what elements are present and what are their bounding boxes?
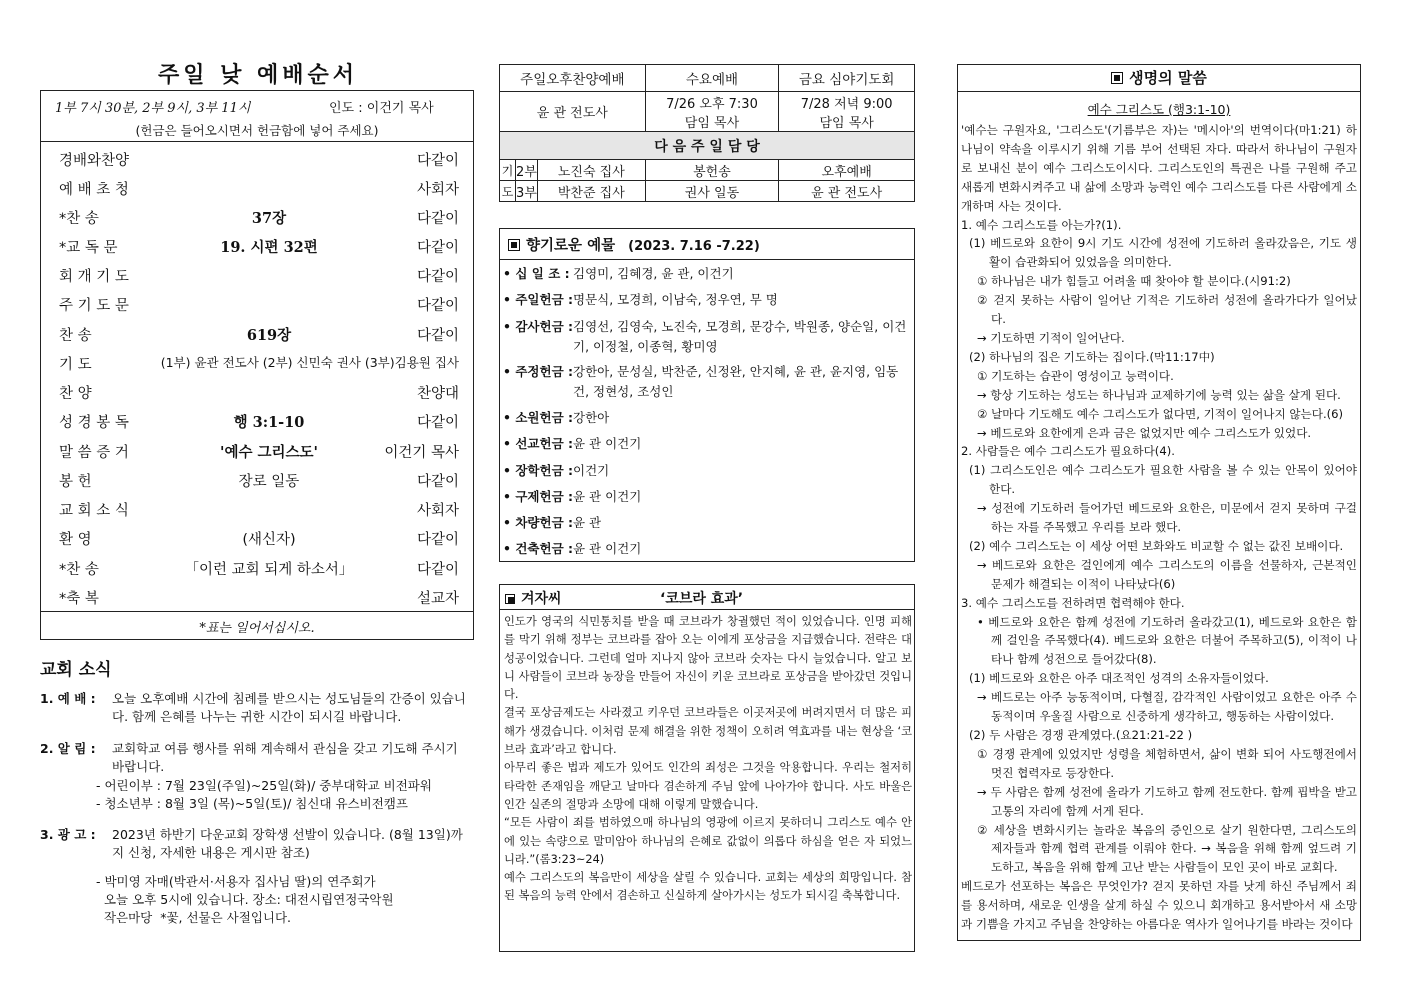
table-header: 금요 심야기도회 — [779, 65, 915, 92]
standing-note: *표는 일어서십시오. — [199, 621, 315, 636]
divider — [41, 141, 473, 142]
sermon-line: → 베드로와 요한은 걸인에게 예수 그리스도의 이름을 선물하자, 근본적인 문제가 해결되는 이적이 나타났다(6) — [977, 557, 1357, 591]
order-row: 찬 송 619장 다같이 — [59, 327, 459, 344]
sermon-line: (1) 그리스도인은 예수 그리스도가 필요한 사람을 볼 수 있는 안목이 있어야 한다. — [969, 463, 1357, 497]
order-row: 경배와찬양 다같이 — [59, 153, 459, 169]
order-row: 성 경 봉 독 행 3:1-10 다같이 — [59, 414, 459, 431]
offerings-box — [499, 228, 915, 562]
mustard-seed-title: 겨자씨 — [505, 588, 562, 608]
sermon-line: 1. 예수 그리스도를 아는가?(1). — [961, 217, 1122, 232]
table-cell: 2부 — [515, 160, 537, 181]
news-subitem: - 청소년부 : 8월 3일 (목)~5일(토)/ 침신대 유스비전캠프 — [96, 796, 408, 811]
order-row: *축 복 설교자 — [59, 591, 459, 607]
order-row: 봉 헌 장로 일동 다같이 — [59, 474, 459, 490]
news-subitem: - 박미영 자매(박관서·서용자 집사님 딸)의 연주회가 — [96, 874, 376, 889]
offering-row: • 건축헌금 : 윤 관 이건기 — [503, 541, 642, 556]
news-subitem: 오늘 오후 5시에 있습니다. 장소: 대전시립연정국악원 — [96, 892, 394, 907]
sermon-line: • 베드로와 요한은 함께 성전에 기도하러 올라갔고(1), 베드로와 요한은 함께 걸인을 주목했다(4). 베드로와 요한은 더불어 주목하고(5), 이적이 나타나 함께 성전으로 들어갔다(8). — [977, 614, 1357, 667]
sermon-line: ① 하나님은 내가 힘들고 어려울 때 찾아야 할 분이다.(시91:2) — [977, 274, 1291, 289]
sermon-line: (2) 하나님의 집은 기도하는 집이다.(막11:17中) — [969, 349, 1215, 364]
order-row: 예 배 초 청 사회자 — [59, 182, 459, 198]
word-of-life-title: 생명의 말씀 — [958, 65, 1360, 91]
sermon-line: → 기도하면 기적이 일어난다. — [977, 330, 1125, 345]
order-row: 회 개 기 도 다같이 — [59, 269, 459, 285]
table-cell: 오후예배 — [779, 160, 915, 181]
table-header: 주일오후찬양예배 — [500, 65, 646, 92]
sermon-line: → 성전에 기도하러 들어가던 베드로와 요한은, 미문에서 걷지 못하며 구걸하는 자를 주목했고 우리를 보라 했다. — [977, 501, 1357, 535]
sermon-outro: 베드로가 선포하는 복음은 무엇인가? 걷지 못하던 자를 낫게 하신 주님께서 죄를 용서하며, 새로운 인생을 살게 하실 수 있으니 회개하고 용서받아서 새 소망과 기쁨을 가지고 주님을 찬양하는 아름다운 역사가 일어나기를 바라는 것이다 — [961, 879, 1357, 932]
sermon-line: → 항상 기도하는 성도는 하나님과 교제하기에 능력 있는 삶을 살게 된다. — [977, 387, 1341, 402]
service-schedule-table — [499, 64, 915, 202]
order-row: *찬 송 37장 다같이 — [59, 210, 459, 227]
order-row: 찬 양 찬양대 — [59, 386, 459, 402]
sermon-line: → 두 사람은 함께 성전에 올라가 기도하고 함께 전도한다. 함께 핍박을 받고 고통의 자리에 함께 서게 된다. — [977, 784, 1357, 818]
service-times: 1부 7시 30분, 2부 9시, 3부 11시 인도 : 이건기 목사 — [55, 97, 250, 116]
divider — [500, 259, 914, 260]
sermon-line: ② 날마다 기도해도 예수 그리스도가 없다면, 기적이 일어나지 않는다.(6) — [977, 406, 1344, 421]
mustard-seed-box — [499, 584, 915, 952]
news-subitem: - 어린이부 : 7월 23일(주일)~25일(화)/ 중부대학교 비전파워 — [96, 778, 432, 793]
table-cell: 3부 — [515, 181, 537, 202]
offering-row: • 십 일 조 : 김영미, 김혜경, 윤 관, 이건기 — [503, 266, 734, 281]
sermon-line: ② 걷지 못하는 사람이 일어난 기적은 기도하러 성전에 올라가다가 일어났다. — [977, 293, 1357, 327]
sermon-line: (1) 베드로와 요한이 9시 기도 시간에 성전에 기도하러 올라갔음은, 기도 생활이 습관화되어 있었음을 의미한다. — [969, 236, 1357, 270]
offering-row: • 차량헌금 : 윤 관 — [503, 515, 602, 530]
offering-row: • 감사헌금 : 김영선, 김영숙, 노진숙, 모경희, 문강수, 박원종, 양순일, 이건기, 이정철, 이종혁, 황미영 — [503, 319, 907, 354]
order-row: 교 회 소 식 사회자 — [59, 503, 459, 519]
sermon-line: → 베드로는 아주 능동적이며, 다혈질, 감각적인 사람이었고 요한은 아주 수동적이며 우울질 사람으로 신중하게 생각하고, 행동하는 사람이었다. — [977, 690, 1357, 724]
worship-order-title: 주일 낮 예배순서 — [157, 63, 359, 88]
sermon-line: ① 기도하는 습관이 영성이고 능력이다. — [977, 368, 1174, 383]
news-item: 2. 알 림 : 교회학교 여름 행사를 위해 계속해서 관심을 갖고 기도해 주시기 바랍니다. - 어린이부 : 7월 23일(주일)~25일(화)/ 중부대학교 비전파워 - 청소년부 : 8월 3일 (목)~5일(토)/ 침신대 유스비전캠프 — [40, 741, 458, 811]
mustard-seed-text: 인도가 영국의 식민통치를 받을 때 코브라가 창궐했던 적이 있었습니다. 인명 피해를 막기 위해 정부는 코브라를 잡아 오는 이에게 포상금을 지급했습니다. 전략은 대성공이었습니다. 그런데 얼마 지나지 않아 코브라 숫자는 다시 늘었습니다. 알고 보니 사람들이 코브라 농장을 만들어 자신이 키운 코브라로 포상금을 받아갔던 것입니다. 결국 포상금제도는 사라졌고 키우던 코브라들은 이곳저곳에 버려지면서 더 많은 피해가 생겼습니다. 이처럼 문제 해결을 위한 정책이 오히려 역효과를 내는 현상을 ‘코브라 효과’라고 합니다. 아무리 좋은 법과 제도가 있어도 인간의 죄성은 그것을 악용합니다. 우리는 철저히 타락한 존재임을 깨닫고 날마다 겸손하게 주님 앞에 나아가야 합니다. 사도 바울은 인간 실존의 절망과 소망에 대해 이렇게 말했습니다. “모든 사람이 죄를 범하였으매 하나님의 영광에 이르지 못하더니 그리스도 예수 안에 있는 속량으로 말미암아 하나님의 은혜로 값없이 의롭다 하심을 얻은 자 되었느니라.”(롬3:23~24) 예수 그리스도의 복음만이 세상을 살릴 수 있습니다. 교회는 세상의 희망입니다. 참된 복음의 능력 안에서 겸손하고 신실하게 살아가시는 성도가 되시길 축복합니다. — [504, 615, 912, 903]
news-subitem: 작은마당 *꽃, 선물은 사절입니다. — [96, 910, 292, 925]
divider — [41, 611, 473, 612]
table-cell: 7/28 저녁 9:00 담임 목사 — [779, 92, 915, 132]
church-news-title: 교회 소식 — [40, 660, 112, 680]
table-cell: 박찬준 집사 — [537, 181, 645, 202]
offerings-title: 향기로운 예물 (2023. 7.16 -7.22) — [508, 234, 760, 255]
table-cell: 7/26 오후 7:30 담임 목사 — [645, 92, 779, 132]
offering-note: (헌금은 들어오시면서 헌금함에 넣어 주세요) — [135, 123, 379, 138]
offering-row: • 주정헌금 : 강한아, 문성실, 박찬준, 신정완, 안지혜, 윤 관, 윤지영, 임동건, 정현성, 조성인 — [503, 364, 899, 399]
prayer-label: 기 — [500, 160, 516, 181]
square-bullet-icon — [508, 239, 520, 251]
offering-row: • 소원헌금 : 강한아 — [503, 410, 610, 425]
sermon-line: ① 경쟁 관계에 있었지만 성령을 체험하면서, 삶이 변화 되어 사도행전에서 멋진 협력자로 등장한다. — [977, 746, 1357, 780]
sermon-line: (2) 두 사람은 경쟁 관계였다.(요21:21-22 ) — [969, 728, 1193, 742]
table-cell: 윤 관 전도사 — [779, 181, 915, 202]
prayer-label: 도 — [500, 181, 516, 202]
sermon-line: → 베드로와 요한에게 은과 금은 없었지만 예수 그리스도가 있었다. — [977, 425, 1312, 440]
table-cell: 노진숙 집사 — [537, 160, 645, 181]
word-of-life-box — [957, 64, 1361, 941]
sermon-line: ② 세상을 변화시키는 놀라운 복음의 증인으로 살기 원한다면, 그리스도의 제자들과 함께 협력 관계를 이뤄야 한다. → 복음을 위해 함께 엎드려 기도하고, 복음을 위해 함께 고난 받는 사람들이 모인 곳이 바로 교회다. — [977, 822, 1358, 875]
divider — [958, 91, 1360, 92]
order-row: 주 기 도 문 다같이 — [59, 298, 459, 314]
order-row: 환 영 (새신자) 다같이 — [59, 532, 459, 548]
service-leader: 인도 : 이건기 목사 — [329, 101, 434, 116]
sermon-text — [961, 121, 1357, 934]
sermon-intro: '예수는 구원자요, '그리스도'(기름부은 자)는 '메시아'의 번역이다(마1:21) 하나님이 약속을 이루시기 위해 기름 부어 선택된 자다. 따라서 하나님이 구원자로 보내신 분이 예수 그리스도이시다. 그리스도인의 특권은 나를 구원해 주고 새롭게 변화시켜주고 내 삶에 소망과 능력인 예수 그리스도를 다른 사람에게 소개하며 사는 것이다. — [961, 123, 1357, 213]
sermon-line: 2. 사람들은 예수 그리스도가 필요하다(4). — [961, 444, 1175, 459]
order-row: *교 독 문 19. 시편 32편 다같이 — [59, 239, 459, 256]
next-week-title: 다 음 주 일 담 당 — [500, 132, 915, 160]
offering-row: • 선교헌금 : 윤 관 이건기 — [503, 436, 642, 451]
sermon-line: (1) 베드로와 요한은 아주 대조적인 성격의 소유자들이었다. — [969, 671, 1269, 686]
offering-row: • 주일헌금 : 명문식, 모경희, 이남숙, 정우연, 무 명 — [503, 292, 778, 307]
order-row: 기 도 (1부) 윤관 전도사 (2부) 신민숙 권사 (3부)김용원 집사 — [59, 355, 459, 373]
table-cell: 권사 일동 — [645, 181, 779, 202]
sermon-line: (2) 예수 그리스도는 이 세상 어떤 보화와도 비교할 수 없는 값진 보배이다. — [969, 538, 1344, 553]
offering-row: • 구제헌금 : 윤 관 이건기 — [503, 489, 642, 504]
table-cell: 봉헌송 — [645, 160, 779, 181]
mustard-seed-subtitle: ‘코브라 효과’ — [660, 591, 744, 607]
offering-row: • 장학헌금 : 이건기 — [503, 463, 610, 478]
news-item: 3. 광 고 : 2023년 하반기 다운교회 장학생 선발이 있습니다. (8월 13일)까지 신청, 자세한 내용은 게시판 참조) - 박미영 자매(박관서·서용자 집사님 딸)의 연주회가 오늘 오후 5시에 있습니다. 장소: 대전시립연정국악원 작은마당 *꽃, 선물은 사절입니다. — [40, 827, 463, 925]
square-bullet-icon — [1111, 72, 1123, 84]
order-row: *찬 송 「이런 교회 되게 하소서」 다같이 — [59, 562, 459, 578]
order-row: 말 씀 증 거 '예수 그리스도' 이건기 목사 — [59, 444, 459, 461]
square-bullet-icon — [505, 594, 515, 604]
news-item: 1. 예 배 : 오늘 오후예배 시간에 침례를 받으시는 성도님들의 간증이 있습니다. 함께 은혜를 나누는 귀한 시간이 되시길 바랍니다. — [40, 691, 466, 724]
worship-order-box — [40, 90, 474, 640]
table-cell: 윤 관 전도사 — [500, 92, 646, 132]
sermon-line: 3. 예수 그리스도를 전하려면 협력해야 한다. — [961, 595, 1185, 610]
divider — [500, 609, 914, 610]
sermon-subtitle: 예수 그리스도 (행3:1-10) — [1087, 102, 1231, 117]
table-header: 수요예배 — [645, 65, 779, 92]
